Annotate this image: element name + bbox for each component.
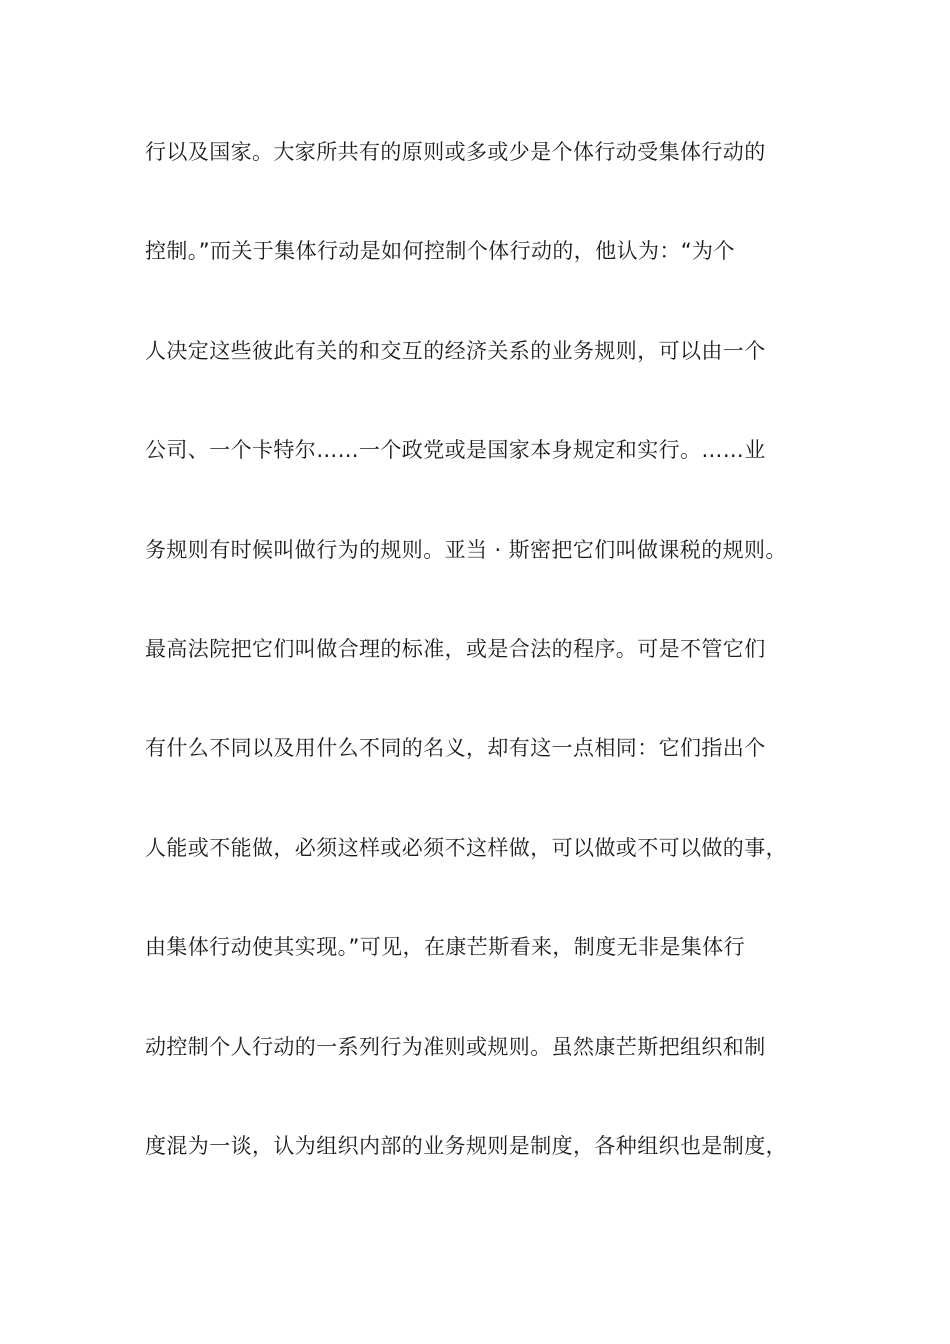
text-line-1: 行以及国家。大家所共有的原则或多或少是个体行动受集体行动的 xyxy=(145,140,766,164)
text-line-5: 务规则有时候叫做行为的规则。亚当 · 斯密把它们叫做课税的规则。 xyxy=(145,537,787,562)
text-line-7: 有什么不同以及用什么不同的名义，却有这一点相同：它们指出个 xyxy=(145,736,766,761)
text-line-9: 由集体行动使其实现。”可见，在康芒斯看来，制度无非是集体行 xyxy=(145,935,745,960)
text-line-3: 人决定这些彼此有关的和交互的经济关系的业务规则，可以由一个 xyxy=(145,338,766,363)
text-line-6: 最高法院把它们叫做合理的标准，或是合法的程序。可是不管它们 xyxy=(145,636,766,661)
text-line-2: 控制。”而关于集体行动是如何控制个体行动的，他认为：“为个 xyxy=(145,239,735,264)
text-line-11: 度混为一谈，认为组织内部的业务规则是制度，各种组织也是制度， xyxy=(145,1133,787,1158)
text-line-4: 公司、一个卡特尔……一个政党或是国家本身规定和实行。……业 xyxy=(145,438,766,463)
body-text xyxy=(145,132,845,1225)
text-line-8: 人能或不能做，必须这样或必须不这样做，可以做或不可以做的事， xyxy=(145,835,787,860)
text-line-10: 动控制个人行动的一系列行为准则或规则。虽然康芒斯把组织和制 xyxy=(145,1034,766,1059)
